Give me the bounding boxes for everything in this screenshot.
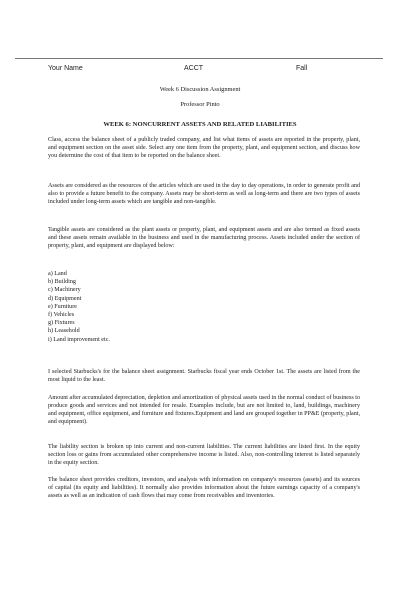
header-rule — [15, 58, 383, 59]
paragraph-tangible-assets: Tangible assets are considered as the plant assets or property, plant, and equipment assets and are also termed as fixed assets and these assets remain available in the business and used in the manufacturing process. Assets included under the section of property, plant, and equipment are displayed below: — [48, 227, 360, 249]
list-item: a) Land — [48, 271, 67, 277]
header-term: Fall — [296, 65, 308, 72]
header-name: Your Name — [48, 65, 83, 72]
asset-list — [48, 270, 360, 344]
paragraph-intro: Class, access the balance sheet of a publicly traded company, and list what items of assets are reported in the property, plant, and equipment section on the asset side. Select any one item from the property, plant, and equipment section, and discuss how you determine the cost of that item to be reported on the balance sheet. — [48, 137, 360, 159]
paragraph-liability: The liability section is broken up into current and non-current liabilities. The current liabilities are listed first. In the equity section loss or gains from accumulated other comprehensive income is listed. Also, non-controlling interest is listed separately in the equity section. — [48, 444, 360, 466]
list-item: i) Land improvement etc. — [48, 336, 110, 343]
professor-line: Professor Pinto — [180, 101, 220, 108]
list-item: b) Building — [48, 279, 76, 286]
document-title: WEEK 6: NONCURRENT ASSETS AND RELATED LIABILITIES — [103, 121, 297, 128]
list-item: d) Equipment — [48, 295, 82, 302]
assignment-heading: Week 6 Discussion Assignment — [159, 86, 241, 93]
list-item: g) Fixtures — [48, 320, 75, 327]
paragraph-balance-sheet: The balance sheet provides creditors, investors, and analysts with information on company's resources (assets) and its sources of capital (its equity and liabilities). It normally also provides information about the future earnings capacity of a company's assets as well as an indication of cash flows that may come from receivables and inventories. — [48, 477, 360, 499]
paragraph-assets-definition: Assets are considered as the resources of the articles which are used in the day to day operations, in order to generate profit and also to provide a future benefit to the company. Assets may be short-term as well as long-term and there are two types of assets included under long-term assets which are tangible and non-tangible. — [48, 183, 360, 205]
list-item: h) Leasehold — [48, 328, 80, 335]
list-item: c) Machinery — [48, 287, 81, 294]
paragraph-starbucks: I selected Starbucks's for the balance sheet assignment. Starbucks fiscal year ends October 1st. The assets are listed from the most liquid to the least. — [48, 369, 360, 383]
paragraph-depreciation: Amount after accumulated depreciation, depletion and amortization of physical assets used in the normal conduct of business to produce goods and services and not intended for resale. Examples include, but are not limited to, land, buildings, machinery and equipment, office equipment, and furniture and fixtures.Equipment and land are grouped together in PP&E (property, plant, and equipment). — [48, 395, 360, 425]
list-item: e) Furniture — [48, 303, 77, 310]
list-item: f) Vehicles — [48, 312, 75, 319]
header-course: ACCT — [184, 65, 204, 72]
